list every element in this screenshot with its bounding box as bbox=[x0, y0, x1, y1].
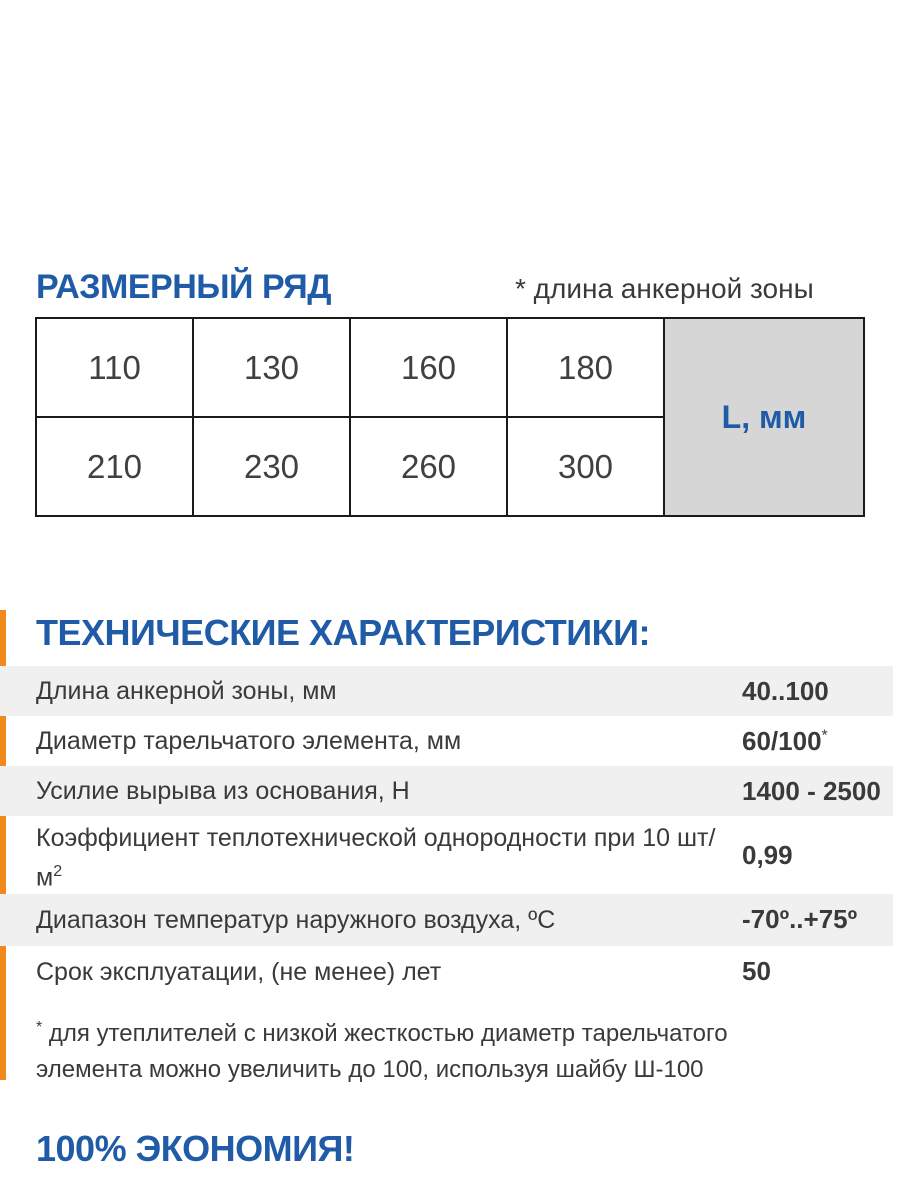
spec-row bbox=[0, 894, 893, 946]
size-range-note: * длина анкерной зоны bbox=[515, 273, 814, 304]
spec-row bbox=[0, 946, 893, 998]
spec-value: 50 bbox=[742, 956, 771, 986]
size-range-table bbox=[35, 317, 865, 517]
footnote-mark: * bbox=[821, 727, 828, 745]
size-cell: 160 bbox=[350, 318, 507, 417]
spec-list bbox=[0, 666, 900, 998]
unit-label-cell: L, мм bbox=[664, 318, 864, 516]
tech-specs-title: ТЕХНИЧЕСКИЕ ХАРАКТЕРИСТИКИ: bbox=[36, 612, 650, 653]
size-range-title: РАЗМЕРНЫЙ РЯД bbox=[36, 268, 331, 306]
footnote bbox=[36, 1010, 836, 1088]
spec-value: 0,99 bbox=[742, 840, 793, 870]
spec-row bbox=[0, 816, 893, 894]
spec-value bbox=[742, 726, 828, 757]
size-row bbox=[36, 318, 864, 417]
superscript: 2 bbox=[53, 863, 63, 880]
size-cell: 130 bbox=[193, 318, 350, 417]
spec-label: Диапазон температур наружного воздуха, ºС bbox=[36, 906, 556, 934]
spec-value-text: 60/100 bbox=[742, 726, 822, 756]
size-cell: 260 bbox=[350, 417, 507, 516]
footnote-text: для утеплителей с низкой жесткостью диаметр тарельчатого элемента можно увеличить до 100, используя шайбу Ш-100 bbox=[36, 1020, 728, 1083]
spec-row bbox=[0, 716, 893, 766]
spec-label-text: Коэффициент теплотехнической однородности при 10 шт/м bbox=[36, 824, 716, 892]
spec-row bbox=[0, 666, 893, 716]
spec-value: 40..100 bbox=[742, 676, 829, 706]
size-cell: 230 bbox=[193, 417, 350, 516]
spec-row bbox=[0, 766, 893, 816]
spec-value: 1400 - 2500 bbox=[742, 776, 881, 806]
footnote-mark: * bbox=[36, 1019, 43, 1036]
spec-label: Диаметр тарельчатого элемента, мм bbox=[36, 727, 462, 755]
size-cell: 300 bbox=[507, 417, 664, 516]
spec-label: Срок эксплуатации, (не менее) лет bbox=[36, 958, 442, 986]
spec-label: Длина анкерной зоны, мм bbox=[36, 677, 337, 705]
size-cell: 180 bbox=[507, 318, 664, 417]
economy-title: 100% ЭКОНОМИЯ! bbox=[36, 1128, 355, 1169]
spec-value: -70º..+75º bbox=[742, 904, 858, 934]
spec-label bbox=[36, 822, 736, 894]
size-cell: 110 bbox=[36, 318, 193, 417]
size-cell: 210 bbox=[36, 417, 193, 516]
spec-label: Усилие вырыва из основания, Н bbox=[36, 777, 410, 805]
